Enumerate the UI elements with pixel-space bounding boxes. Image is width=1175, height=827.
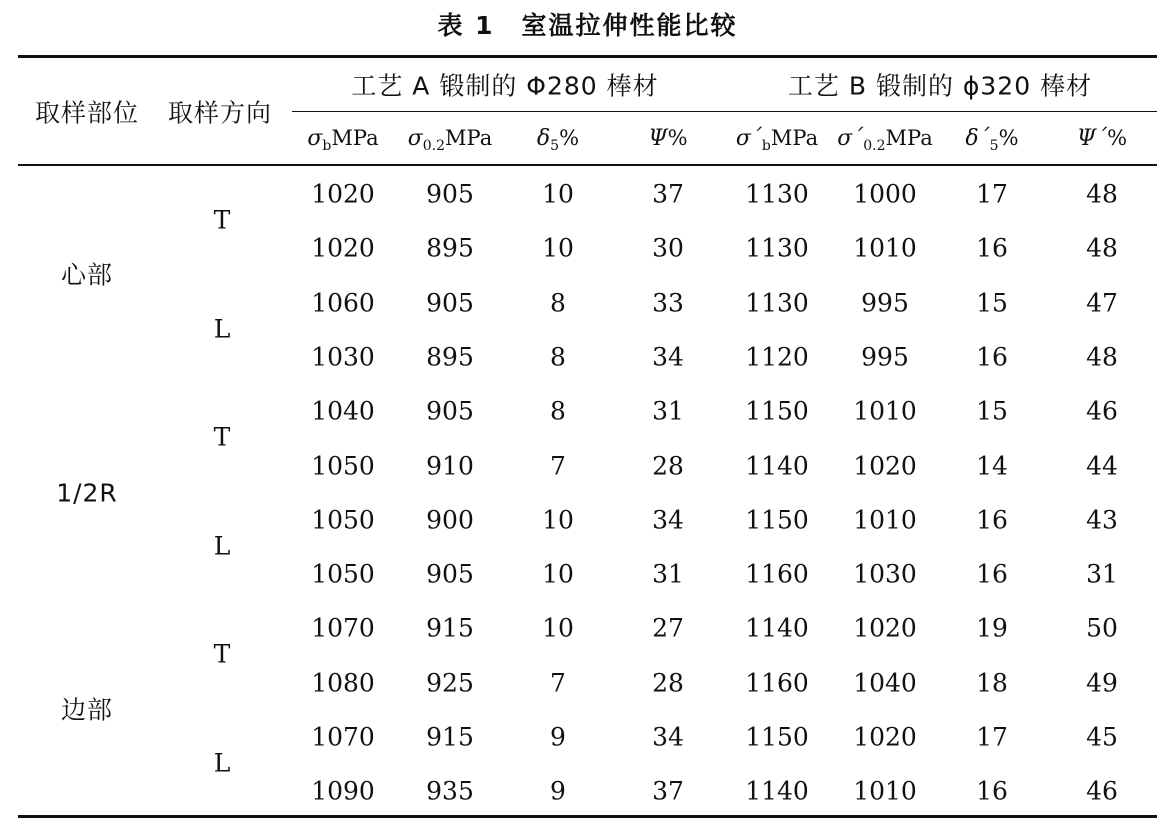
table-cell: 1030 <box>853 559 917 589</box>
table-cell: 10 <box>542 613 574 643</box>
table-cell: 34 <box>652 722 684 752</box>
column-unit: % <box>559 126 580 150</box>
table-cell: 915 <box>426 613 474 643</box>
table-cell: 995 <box>861 342 909 372</box>
table-cell: 31 <box>1086 559 1118 589</box>
column-header <box>536 126 580 154</box>
table-cell: 1010 <box>853 233 917 263</box>
top-rule <box>18 55 1157 58</box>
table-cell: 895 <box>426 342 474 372</box>
sampling-direction: L <box>213 314 231 344</box>
table-cell: 9 <box>550 722 566 752</box>
table-cell: 1130 <box>745 179 809 209</box>
table-cell: 1090 <box>311 776 375 806</box>
table-cell: 1150 <box>745 505 809 535</box>
table-cell: 1040 <box>311 396 375 426</box>
table-cell: 1050 <box>311 505 375 535</box>
table-cell: 905 <box>426 179 474 209</box>
table-cell: 1030 <box>311 342 375 372</box>
table-cell: 15 <box>976 396 1008 426</box>
table-cell: 1130 <box>745 288 809 318</box>
table-cell: 1040 <box>853 668 917 698</box>
table-cell: 48 <box>1086 233 1118 263</box>
table-cell: 46 <box>1086 776 1118 806</box>
table-cell: 1050 <box>311 451 375 480</box>
column-unit: MPa <box>770 126 819 150</box>
sampling-direction: L <box>213 531 231 561</box>
table-cell: 1010 <box>853 396 917 426</box>
sampling-direction: T <box>213 639 231 669</box>
column-symbol: Ψ <box>648 126 668 151</box>
bottom-rule <box>18 815 1157 818</box>
table-cell: 43 <box>1086 505 1118 535</box>
column-symbol: σ´ <box>735 126 762 151</box>
table-cell: 900 <box>426 505 474 535</box>
table-cell: 10 <box>542 559 574 589</box>
table-cell: 1020 <box>853 613 917 643</box>
column-symbol: σ <box>307 126 323 151</box>
table-cell: 19 <box>976 613 1008 643</box>
column-header <box>965 126 1019 154</box>
table-cell: 905 <box>426 396 474 426</box>
table-cell: 47 <box>1086 288 1118 318</box>
column-subscript: b <box>761 138 771 154</box>
column-header <box>735 126 819 154</box>
column-header <box>837 126 933 154</box>
sampling-direction: T <box>213 205 231 235</box>
table-cell: 935 <box>426 776 474 806</box>
column-unit: MPa <box>331 126 379 150</box>
table-cell: 1020 <box>311 233 375 263</box>
column-header <box>1077 128 1127 150</box>
table-cell: 46 <box>1086 396 1118 426</box>
table-cell: 1020 <box>853 722 917 752</box>
table-cell: 1020 <box>853 451 917 480</box>
column-unit: % <box>998 126 1019 150</box>
table-cell: 49 <box>1086 668 1118 698</box>
table-cell: 1000 <box>853 179 917 209</box>
table-cell: 1130 <box>745 233 809 263</box>
table-cell: 34 <box>652 505 684 535</box>
table-cell: 1160 <box>745 559 809 589</box>
table-cell: 1120 <box>745 342 809 372</box>
table-cell: 28 <box>652 451 684 480</box>
column-header <box>648 128 687 150</box>
column-unit: MPa <box>885 126 933 150</box>
table-cell: 910 <box>426 451 474 480</box>
table-cell: 10 <box>542 233 574 263</box>
table-cell: 8 <box>550 342 566 372</box>
table-cell: 16 <box>976 233 1008 263</box>
table-cell: 995 <box>861 288 909 318</box>
table-cell: 44 <box>1086 451 1118 480</box>
group-header-rule <box>292 111 1157 112</box>
column-symbol: σ´ <box>837 126 864 151</box>
table-cell: 16 <box>976 342 1008 372</box>
table-cell: 50 <box>1086 613 1118 643</box>
header-group-b: 工艺 B 锻制的 ϕ320 棒材 <box>787 71 1093 101</box>
column-subscript: 5 <box>989 138 999 154</box>
column-header <box>407 126 493 154</box>
column-subscript: 5 <box>550 138 560 154</box>
table-cell: 45 <box>1086 722 1118 752</box>
table-cell: 34 <box>652 342 684 372</box>
table-cell: 925 <box>426 668 474 698</box>
column-symbol: δ <box>536 126 551 151</box>
table-cell: 1140 <box>745 613 809 643</box>
table-cell: 28 <box>652 668 684 698</box>
column-subscript: 0.2 <box>422 138 446 154</box>
table-cell: 37 <box>652 776 684 806</box>
table-cell: 16 <box>976 559 1008 589</box>
table-cell: 7 <box>550 668 566 698</box>
column-unit: % <box>667 126 688 150</box>
header-position: 取样部位 <box>34 98 140 128</box>
table-cell: 1160 <box>745 668 809 698</box>
table-cell: 17 <box>976 722 1008 752</box>
table-cell: 31 <box>652 559 684 589</box>
table-cell: 1050 <box>311 559 375 589</box>
table-cell: 1140 <box>745 451 809 480</box>
column-subscript: 0.2 <box>863 138 886 154</box>
header-direction: 取样方向 <box>167 98 273 128</box>
table-cell: 7 <box>550 451 566 480</box>
sampling-direction: L <box>213 748 231 778</box>
column-header <box>307 126 379 154</box>
table-cell: 48 <box>1086 179 1118 209</box>
table-caption: 表 1 室温拉伸性能比较 <box>437 11 738 40</box>
table-cell: 10 <box>542 505 574 535</box>
table-cell: 30 <box>652 233 684 263</box>
table-cell: 9 <box>550 776 566 806</box>
table-cell: 1080 <box>311 668 375 698</box>
table-cell: 48 <box>1086 342 1118 372</box>
table-cell: 16 <box>976 505 1008 535</box>
table-cell: 15 <box>976 288 1008 318</box>
column-symbol: δ´ <box>965 126 990 151</box>
sampling-position: 边部 <box>60 695 114 725</box>
column-symbol: Ψ´ <box>1076 126 1108 151</box>
table-cell: 1070 <box>311 722 375 752</box>
sampling-direction: T <box>213 422 231 452</box>
column-unit: % <box>1107 126 1128 150</box>
table-cell: 27 <box>652 613 684 643</box>
table-cell: 18 <box>976 668 1008 698</box>
column-unit: MPa <box>445 126 493 150</box>
table-cell: 10 <box>542 179 574 209</box>
column-subscript: b <box>322 138 332 154</box>
sampling-position: 心部 <box>60 260 114 290</box>
table-cell: 1060 <box>311 288 375 318</box>
table-cell: 1140 <box>745 776 809 806</box>
table-cell: 1070 <box>311 613 375 643</box>
table-cell: 895 <box>426 233 474 263</box>
table-cell: 915 <box>426 722 474 752</box>
table-cell: 33 <box>652 288 684 318</box>
header-rule <box>18 164 1157 166</box>
table-cell: 1150 <box>745 396 809 426</box>
table-cell: 1010 <box>853 505 917 535</box>
table-cell: 905 <box>426 559 474 589</box>
table-cell: 8 <box>550 288 566 318</box>
table-cell: 905 <box>426 288 474 318</box>
sampling-position: 1/2R <box>56 478 118 508</box>
table-cell: 8 <box>550 396 566 426</box>
table-cell: 1020 <box>311 179 375 209</box>
table-cell: 31 <box>652 396 684 426</box>
header-group-a: 工艺 A 锻制的 Φ280 棒材 <box>351 71 659 101</box>
table-cell: 37 <box>652 179 684 209</box>
table-cell: 16 <box>976 776 1008 806</box>
table-cell: 1010 <box>853 776 917 806</box>
table-cell: 17 <box>976 179 1008 209</box>
table-cell: 14 <box>976 451 1008 480</box>
column-symbol: σ <box>407 126 423 151</box>
table-cell: 1150 <box>745 722 809 752</box>
